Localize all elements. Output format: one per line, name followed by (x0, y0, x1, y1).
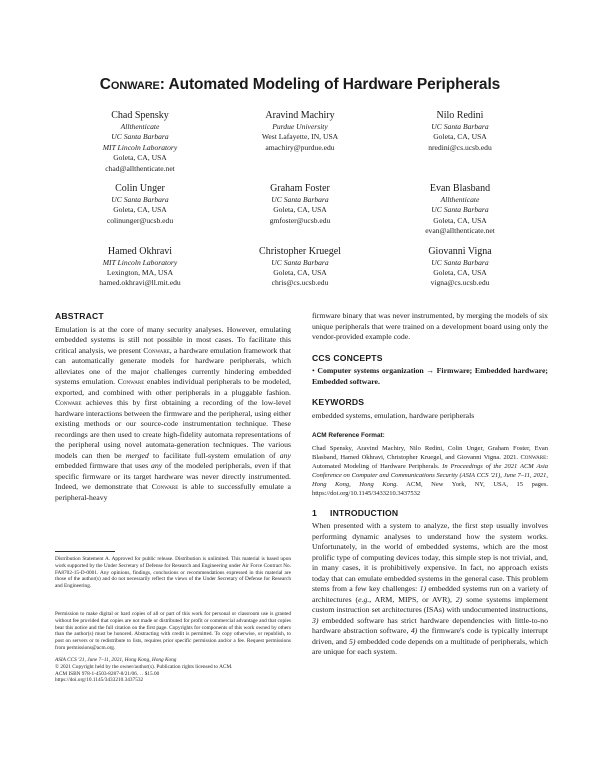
author-name: Giovanni Vigna (428, 245, 492, 257)
author-location: Goleta, CA, USA (273, 205, 327, 215)
author-email[interactable]: nredini@cs.ucsb.edu (428, 142, 492, 152)
author-location: Goleta, CA, USA (113, 205, 167, 215)
author-email[interactable]: colinunger@ucsb.edu (106, 215, 174, 225)
author-affiliation: UC Santa Barbara (431, 257, 489, 267)
footnote-distribution: Distribution Statement A. Approved for public release. Distribution is unlimited. This material is based upon work supported by the Under Secretary of Defense for Research and Engineering under Air Force Contract No. FA8702-15-D-0001. Any opinions, findings, conclusions or recommendations expressed in this material are those of the author(s) and do not necessarily reflect the views of the Under Secretary of Defense for Research and Engineering. (55, 556, 291, 590)
author-affiliation: Purdue University (272, 122, 328, 131)
footnote-permission: Permission to make digital or hard copies of all or part of this work for personal or classroom use is granted without fee provided that copies are not made or distributed for profit or commercial advantage and that copies bear this notice and the full citation on the first page. Copyrights for components of this work owned by others than the author(s) must be honored. Abstracting with credit is permitted. To copy otherwise, or republish, to post on servers or to redistribute to lists, requires prior specific permission and/or a fee. Request permissions from permissions@acm.org. (55, 611, 291, 651)
author-email[interactable]: vigna@cs.ucsb.edu (430, 278, 490, 288)
reference-format: Chad Spensky, Aravind Machiry, Nilo Redini, Colin Unger, Graham Foster, Evan Blasband, Hamed Okhravi, Christopher Kruegel, and Giovanni Vigna. 2021. Conware: Automated Modeling of Hardware Peripherals. In Proceedings of the 2021 ACM Asia Conference on Computer and Communications Security (ASIA CCS '21), June 7–11, 2021, Hong Kong, Hong Kong. ACM, New York, NY, USA, 15 pages. https://doi.org/10.1145/3433210.3437532 (312, 444, 549, 497)
author-email[interactable]: chad@allthenticate.net (105, 163, 175, 173)
title-system-name: Conware (99, 76, 160, 93)
author-location: Goleta, CA, USA (433, 215, 487, 225)
author-entry (220, 110, 380, 174)
author-affiliation: UC Santa Barbara (111, 132, 169, 142)
author-entry (380, 246, 540, 289)
footnote-copyright (55, 657, 291, 684)
author-location: Goleta, CA, USA (433, 132, 487, 142)
author-name: Evan Blasband (429, 183, 491, 195)
ccs-heading: CCS CONCEPTS (312, 352, 383, 363)
author-name: Colin Unger (115, 183, 165, 195)
author-entry (380, 183, 540, 237)
author-affiliation: MIT Lincoln Laboratory (102, 257, 178, 267)
author-entry (60, 246, 220, 289)
author-name: Graham Foster (270, 183, 330, 195)
author-location: Goleta, CA, USA (273, 268, 327, 278)
author-location: Goleta, CA, USA (113, 153, 167, 163)
footnote-rule (55, 551, 115, 552)
author-email[interactable]: gmfoster@ucsb.edu (269, 215, 331, 225)
author-affiliation: UC Santa Barbara (111, 195, 169, 205)
author-entry (220, 183, 380, 237)
author-entry (380, 110, 540, 174)
footnote-copyright-line: © 2021 Copyright held by the owner/author(s). Publication rights licensed to ACM. (55, 663, 233, 670)
author-affiliation: UC Santa Barbara (431, 205, 489, 215)
footnote-doi[interactable]: https://doi.org/10.1145/3433210.3437532 (55, 677, 144, 684)
abstract-continuation: firmware binary that was never instrumented, by merging the models of six unique peripherals that were trained on a development board using only the vendor-provided example code. (312, 311, 548, 341)
author-name: Aravind Machiry (265, 110, 335, 121)
author-block (60, 110, 540, 289)
author-email[interactable]: evan@allthenticate.net (425, 226, 495, 236)
reference-heading: ACM Reference Format: (312, 432, 385, 439)
author-affiliation: UC Santa Barbara (431, 122, 489, 131)
author-name: Hamed Okhravi (107, 245, 173, 257)
author-name: Christopher Kruegel (259, 245, 341, 257)
author-entry (220, 246, 380, 289)
footnote-conference: ASIA CCS '21, June 7–11, 2021, Hong Kong, Hong Kong (55, 657, 177, 663)
title-subtitle: : Automated Modeling of Hardware Peripherals (159, 76, 501, 93)
author-location: Goleta, CA, USA (433, 268, 487, 278)
right-column (312, 311, 548, 658)
author-affiliation: MIT Lincoln Laboratory (102, 142, 178, 152)
author-affiliation: UC Santa Barbara (271, 257, 329, 267)
keywords-heading: KEYWORDS (312, 397, 365, 407)
author-email[interactable]: chris@cs.ucsb.edu (271, 278, 329, 288)
left-column (55, 311, 291, 503)
keywords-text: embedded systems, emulation, hardware peripherals (312, 410, 475, 420)
author-entry (60, 183, 220, 237)
author-email[interactable]: amachiry@purdue.edu (265, 142, 335, 152)
author-affiliation: UC Santa Barbara (271, 195, 329, 205)
author-affiliation: Allthenticate (440, 195, 480, 205)
author-name: Nilo Redini (436, 110, 484, 121)
author-affiliation: Allthenticate (120, 122, 160, 131)
abstract-text: Emulation is at the core of many security analyses. However, emulating embedded systems is still not possible in most cases. To facilitate this critical analysis, we present Conware, a hardware emulation framework that can automatically generate models for hardware peripherals, which alleviates one of the major challenges currently hindering embedded systems emulation. Conware enables individual peripherals to be modeled, exported, and combined with other peripherals in a pluggable fashion. Conware achieves this by first obtaining a recording of the low-level hardware interactions between the firmware and the peripheral, using either existing methods or our source-code instrumentation technique. These recordings are then used to create high-fidelity automata representations of the peripheral using novel automata-generation techniques. The various models can then be merged to facilitate full-system emulation of any embedded firmware that uses any of the modeled peripherals, even if that specific firmware or its target hardware was never directly instrumented. Indeed, we demonstrate that Conware is able to successfully emulate a peripheral-heavy (55, 324, 291, 502)
abstract-heading: ABSTRACT (55, 311, 104, 321)
author-location: West Lafayette, IN, USA (261, 132, 339, 142)
author-location: Lexington, MA, USA (106, 268, 174, 278)
intro-text: When presented with a system to analyze, the first step usually involves performing dynamic analyses to understand how the system works. Unfortunately, in the world of embedded systems, which are the most prolific type of computing devices today, this simple step is not trivial, and, in many cases, it is prohibitively expensive. In fact, no approach exists today that can emulate embedded systems in the general case. This problem stems from a few key challenges: 1) embedded systems run on a variety of architectures (e.g., ARM, MIPS, or AVR), 2) some systems implement custom instruction set architectures (ISAs) with undocumented instructions, 3) embedded software has strict hardware dependencies with little-to-no hardware abstraction software, 4) the firmware's code is typically interrupt driven, and 5) embedded code depends on a multitude of peripherals, which are unique for each system. (312, 521, 549, 656)
footnote-isbn: ACM ISBN 978-1-4503-8287-8/21/06. . . $15.00 (55, 670, 160, 677)
paper-title (0, 76, 600, 94)
author-entry (60, 110, 220, 174)
author-email[interactable]: hamed.okhravi@ll.mit.edu (99, 278, 181, 288)
author-name: Chad Spensky (111, 110, 169, 121)
ccs-concepts: • Computer systems organization → Firmware; Embedded hardware; Embedded software. (312, 366, 549, 386)
intro-heading: 1 INTRODUCTION (312, 507, 399, 518)
